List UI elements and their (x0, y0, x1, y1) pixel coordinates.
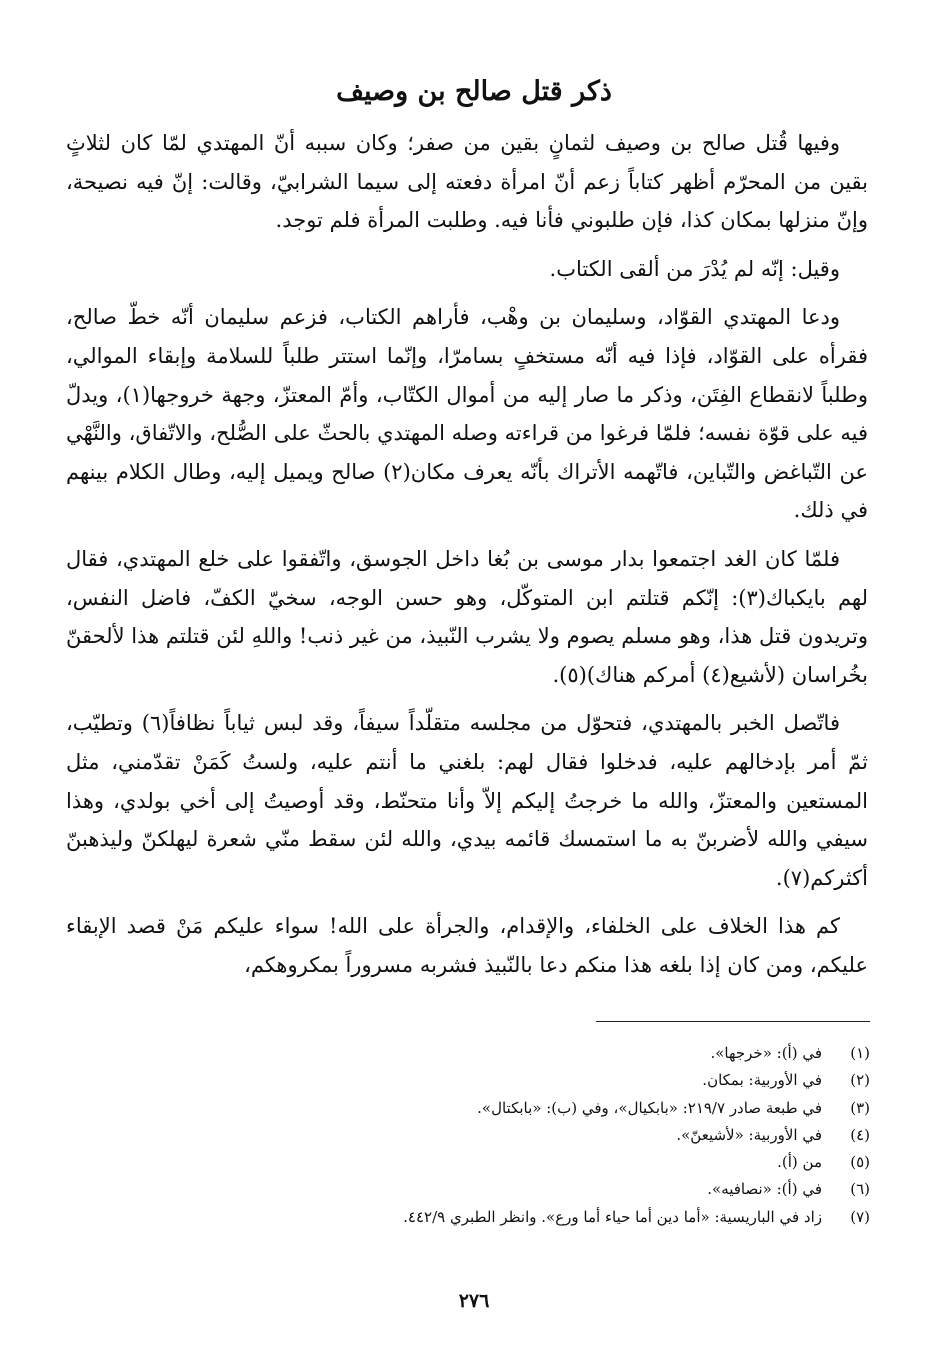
footnote (66, 1149, 870, 1176)
page-number: ٢٧٦ (458, 1290, 490, 1312)
footnote-text: زاد في الباريسية: «أما دين أما حياء أما ورع». وانظر الطبري ٤٤٢/٩. (403, 1207, 822, 1226)
footnote (66, 1095, 870, 1122)
footnote-number: (٣) (850, 1098, 870, 1117)
footnote-number: (٤) (850, 1125, 870, 1144)
footnote-text: في الأوربية: «لأشيعنّ». (676, 1125, 822, 1144)
footnote-number: (٦) (850, 1180, 870, 1199)
footnote-divider (596, 1021, 870, 1022)
footnote (66, 1176, 870, 1203)
section-title: ذكر قتل صالح بن وصيف (336, 76, 612, 107)
footnote-text: في طبعة صادر ٢١٩/٧: «بابكيال»، وفي (ب): «بابكتال». (477, 1098, 822, 1117)
footnote-number: (١) (850, 1044, 870, 1062)
paragraph: وقيل: إنّه لم يُدْرَ من ألقى الكتاب. (549, 256, 840, 281)
paragraph: ودعا المهتدي القوّاد، وسليمان بن وهْب، فأراهم الكتاب، فزعم سليمان أنّه خطّ صالح، فقرأه على القوّاد، فإذا فيه أنّه مستخفٍ بسامرّا، وإنّما استتر طلباً للسلامة وإبقاء الموالي، وطلباً لانقطاع الفِتَن، وذكر ما صار إليه من أموال الكتّاب، وأمّ المعتزّ، وجهة خروجها(١)، ويدلّ فيه على قوّة نفسه؛ فلمّا فرغوا من قراءته وصله المهتدي بالحثّ على الصُّلح، والاتّفاق، والنَّهْي عن التّباغض والتّباين، فاتّهمه الأتراك بأنّه يعرف مكان(٢) صالح ويميل إليه، وطال الكلام بينهم في ذلك. (66, 305, 868, 523)
footnote-text: في (أ): «خرجها». (710, 1044, 822, 1062)
paragraph: فاتّصل الخبر بالمهتدي، فتحوّل من مجلسه متقلّداً سيفاً، وقد لبس ثياباً نظافاً(٦) وتطيّب، ثمّ أمر بإدخالهم عليه، فدخلوا فقال لهم: بلغني ما أنتم عليه، ولستُ كَمَنْ تقدّمني، مثل المستعين والمعتزّ، والله ما خرجتُ إليكم إلاّ وأنا متحنّط، وقد أوصيتُ إلى أخي بولدي، وهذا سيفي والله لأضربنّ به ما استمسك قائمه بيدي، والله لئن سقط منّي شعرة ليهلكنّ وليذهبنّ أكثركم(٧). (66, 711, 868, 890)
footnote-number: (٧) (850, 1207, 870, 1226)
footnote-number: (٥) (850, 1153, 870, 1172)
footnote (66, 1040, 870, 1067)
paragraph: كم هذا الخلاف على الخلفاء، والإقدام، والجرأة على الله! سواء عليكم مَنْ قصد الإبقاء عليكم، ومن كان إذا بلغه هذا منكم دعا بالنّبيذ فشربه مسروراً بمكروهكم، (66, 914, 868, 977)
footnote-number: (٢) (850, 1071, 870, 1090)
paragraph: فلمّا كان الغد اجتمعوا بدار موسى بن بُغا داخل الجوسق، واتّفقوا على خلع المهتدي، فقال لهم بايكباك(٣): إنّكم قتلتم ابن المتوكّل، وهو حسن الوجه، سخيّ الكفّ، فاضل النفس، وتريدون قتل هذا، وهو مسلم يصوم ولا يشرب النّبيذ، من غير ذنب! واللهِ لئن قتلتم هذا لألحقنّ بخُراسان (لأشيع(٤) أمركم هناك)(٥). (66, 546, 868, 687)
footnote (66, 1204, 870, 1231)
footnote (66, 1122, 870, 1149)
footnote-text: من (أ). (777, 1153, 822, 1172)
footnote-text: في (أ): «نصافيه». (707, 1180, 822, 1199)
body-text (66, 124, 868, 984)
paragraph: وفيها قُتل صالح بن وصيف لثمانٍ بقين من صفر؛ وكان سببه أنّ المهتدي لمّا كان لثلاثٍ بقين من المحرّم أظهر كتاباً زعم أنّ امرأة دفعته إلى سيما الشرابيّ، وقالت: إنّ فيه نصيحة، وإنّ منزلها بمكان كذا، فإن طلبوني فأنا فيه. وطلبت المرأة فلم توجد. (66, 131, 868, 233)
footnote (66, 1067, 870, 1094)
footnote-text: في الأوربية: بمكان. (702, 1071, 822, 1090)
footnotes (66, 1040, 870, 1231)
